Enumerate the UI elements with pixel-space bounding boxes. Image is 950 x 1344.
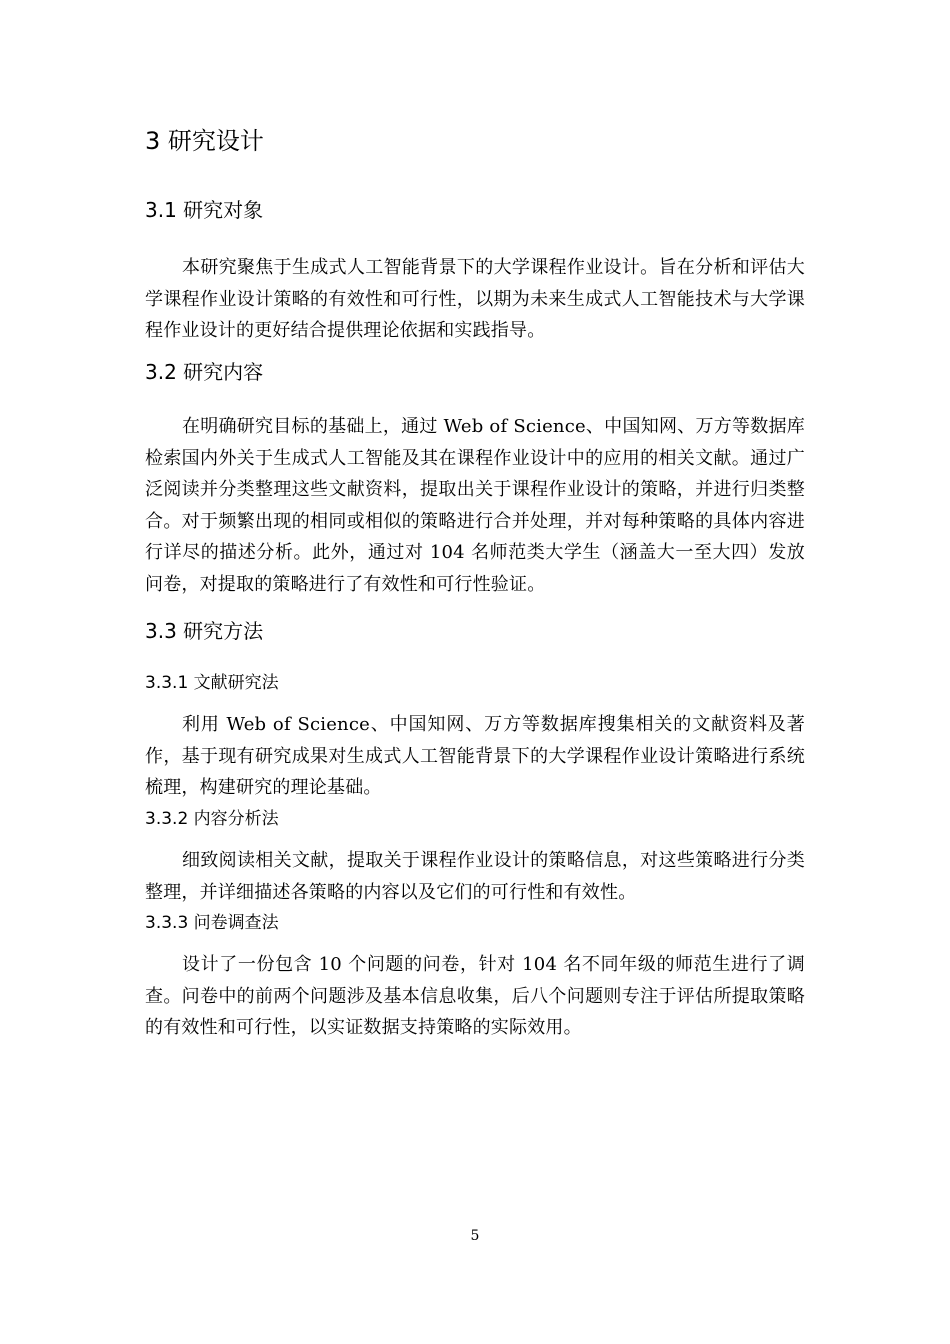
section-heading-3-3: 3.3 研究方法 [145,619,264,643]
subsection-body-3-3-2: 细致阅读相关文献，提取关于课程作业设计的策略信息，对这些策略进行分类整理，并详细描述各策略的内容以及它们的可行性和有效性。 [145,850,805,903]
subsection-body-3-3-3: 设计了一份包含 10 个问题的问卷，针对 104 名不同年级的师范生进行了调查。问卷中的前两个问题涉及基本信息收集，后八个问题则专注于评估所提取策略的有效性和可行性，以实证数据支持策略的实际效用。 [145,954,805,1038]
section-body-3-1: 本研究聚焦于生成式人工智能背景下的大学课程作业设计。旨在分析和评估大学课程作业设计策略的有效性和可行性，以期为未来生成式人工智能技术与大学课程作业设计的更好结合提供理论依据和实践指导。 [145,257,805,341]
section-heading-3-2: 3.2 研究内容 [145,360,264,384]
subsection-heading-3-3-3: 3.3.3 问卷调查法 [145,913,279,933]
section-body-3-2: 在明确研究目标的基础上，通过 Web of Science、中国知网、万方等数据库检索国内外关于生成式人工智能及其在课程作业设计中的应用的相关文献。通过广泛阅读并分类整理这些文献资料，提取出关于课程作业设计的策略，并进行归类整合。对于频繁出现的相同或相似的策略进行合并处理，并对每种策略的具体内容进行详尽的描述分析。此外，通过对 104 名师范类大学生（涵盖大一至大四）发放问卷，对提取的策略进行了有效性和可行性验证。 [145,416,805,595]
subsection-heading-3-3-2: 3.3.2 内容分析法 [145,809,279,829]
chapter-heading: 3 研究设计 [145,127,264,155]
page-number: 5 [470,1228,480,1244]
subsection-heading-3-3-1: 3.3.1 文献研究法 [145,673,279,693]
subsection-body-3-3-1: 利用 Web of Science、中国知网、万方等数据库搜集相关的文献资料及著作，基于现有研究成果对生成式人工智能背景下的大学课程作业设计策略进行系统梳理，构建研究的理论基础。 [145,714,805,798]
section-heading-3-1: 3.1 研究对象 [145,198,264,222]
